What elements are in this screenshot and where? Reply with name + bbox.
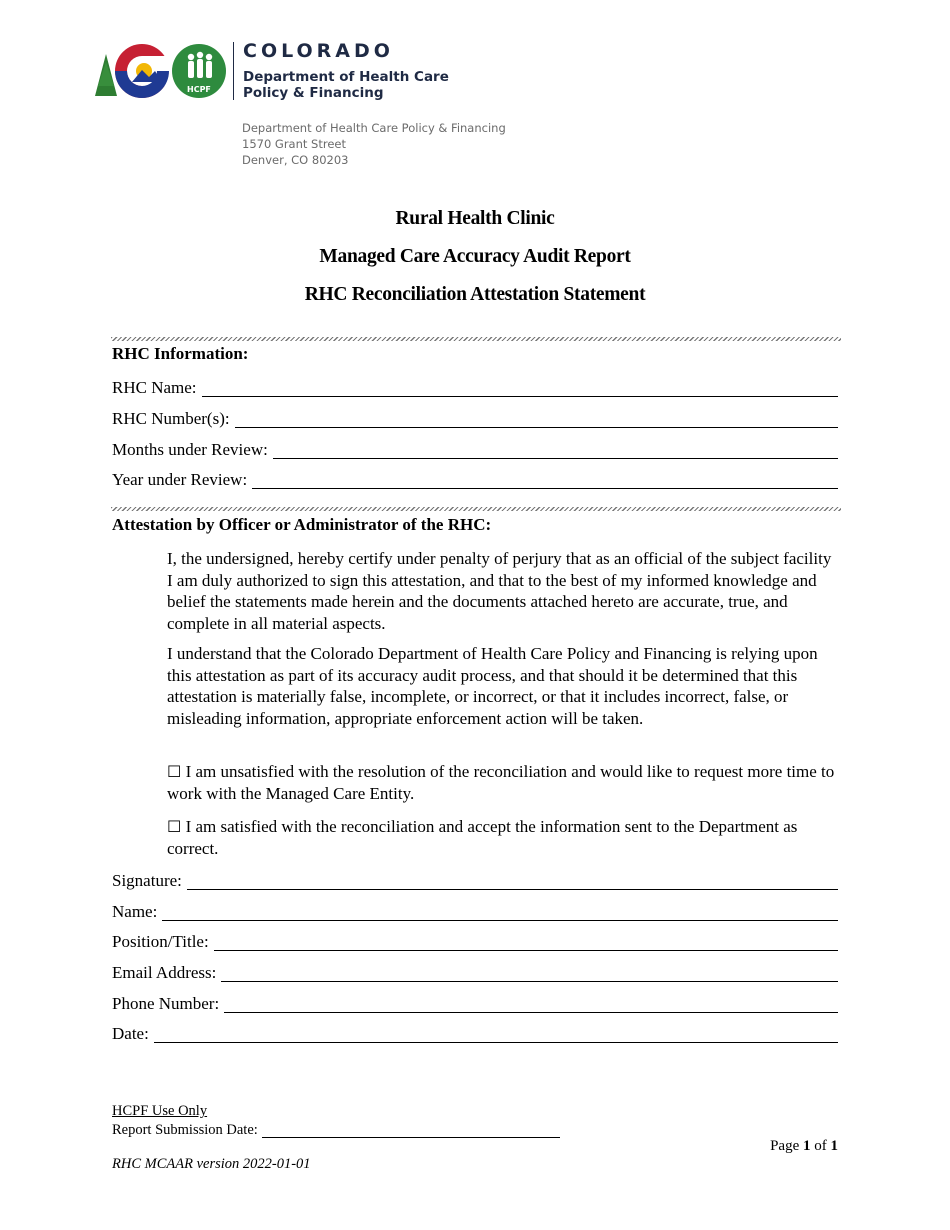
phone-number-input[interactable]	[224, 999, 838, 1013]
phone-number-field[interactable]	[112, 992, 838, 1014]
rhc-info-heading: RHC Information:	[112, 344, 249, 363]
year-under-review-input[interactable]	[252, 475, 838, 489]
field-label: Position/Title:	[112, 932, 209, 951]
address-line: 1570 Grant Street	[242, 137, 347, 151]
page-prefix: Page	[770, 1138, 803, 1154]
field-label: Year under Review:	[112, 470, 248, 489]
satisfied-option-label: I am satisfied with the reconciliation and accept the information sent to the Department as correct.	[167, 817, 798, 858]
logo-divider	[233, 42, 234, 100]
position-title-input[interactable]	[214, 937, 838, 951]
hcpf-use-only-label: HCPF Use Only	[112, 1103, 208, 1119]
field-label: RHC Number(s):	[112, 409, 230, 428]
satisfied-checkbox[interactable]: ☐	[167, 817, 182, 836]
hcpf-logo	[92, 40, 512, 110]
attestation-paragraph-2: I understand that the Colorado Department of Health Care Policy and Financing is relying upon this attestation as part of its accuracy audit process, and that should it be determined that this attestation is materially false, incomplete, or incorrect, or that it includes incorrect, false, or misleading information, appropriate enforcement action will be taken.	[167, 644, 818, 729]
report-submission-date-field[interactable]	[112, 1121, 560, 1139]
unsatisfied-option[interactable]	[167, 761, 837, 804]
attestation-paragraph-1: I, the undersigned, hereby certify under penalty of perjury that as an official of the subject facility I am duly authorized to sign this attestation, and that to the best of my informed knowledge and belief the statements made herein and the documents attached hereto are accurate, true, and complete in all material aspects.	[167, 549, 832, 634]
date-input[interactable]	[154, 1029, 838, 1043]
position-title-field[interactable]	[112, 930, 838, 952]
page-number	[770, 1138, 838, 1155]
return-address	[242, 120, 506, 168]
field-label: Name:	[112, 902, 158, 921]
section-divider	[111, 337, 841, 341]
signature-field[interactable]	[112, 869, 838, 891]
address-line: Denver, CO 80203	[242, 153, 349, 167]
months-under-review-input[interactable]	[273, 445, 838, 459]
address-line: Department of Health Care Policy & Financing	[242, 121, 506, 135]
attestation-heading: Attestation by Officer or Administrator of the RHC:	[112, 515, 492, 534]
field-label: Phone Number:	[112, 994, 220, 1013]
colorado-logo-icon	[92, 40, 232, 102]
signature-input[interactable]	[187, 876, 838, 890]
rhc-name-field[interactable]	[112, 376, 838, 398]
rhc-name-input[interactable]	[202, 383, 838, 397]
field-label: Report Submission Date:	[112, 1122, 258, 1138]
document-subtitle-2: RHC Reconciliation Attestation Statement	[304, 284, 646, 305]
year-under-review-field[interactable]	[112, 468, 838, 490]
page-of: of	[810, 1138, 831, 1154]
page-current: 1	[803, 1138, 811, 1154]
date-field[interactable]	[112, 1022, 838, 1044]
section-divider	[111, 507, 841, 511]
name-field[interactable]	[112, 900, 838, 922]
page-total: 1	[830, 1138, 838, 1154]
months-under-review-field[interactable]	[112, 438, 838, 460]
rhc-number-input[interactable]	[235, 414, 838, 428]
brand-state: COLORADO	[243, 40, 394, 62]
form-version: RHC MCAAR version 2022-01-01	[112, 1156, 311, 1172]
field-label: Email Address:	[112, 963, 217, 982]
document-title: Rural Health Clinic	[395, 208, 555, 229]
field-label: RHC Name:	[112, 378, 197, 397]
field-label: Date:	[112, 1024, 149, 1043]
name-input[interactable]	[162, 907, 838, 921]
satisfied-option[interactable]	[167, 816, 837, 859]
unsatisfied-option-label: I am unsatisfied with the resolution of the reconciliation and would like to request more time to work with the Managed Care Entity.	[167, 762, 835, 803]
rhc-number-field[interactable]	[112, 407, 838, 429]
email-address-input[interactable]	[221, 968, 838, 982]
hcpf-badge-text: HCPF	[187, 85, 211, 94]
unsatisfied-checkbox[interactable]: ☐	[167, 762, 182, 781]
report-submission-date-input[interactable]	[262, 1126, 560, 1138]
field-label: Months under Review:	[112, 440, 268, 459]
document-subtitle: Managed Care Accuracy Audit Report	[319, 246, 631, 267]
email-address-field[interactable]	[112, 961, 838, 983]
field-label: Signature:	[112, 871, 182, 890]
brand-department: Department of Health Care Policy & Financing	[243, 69, 449, 101]
